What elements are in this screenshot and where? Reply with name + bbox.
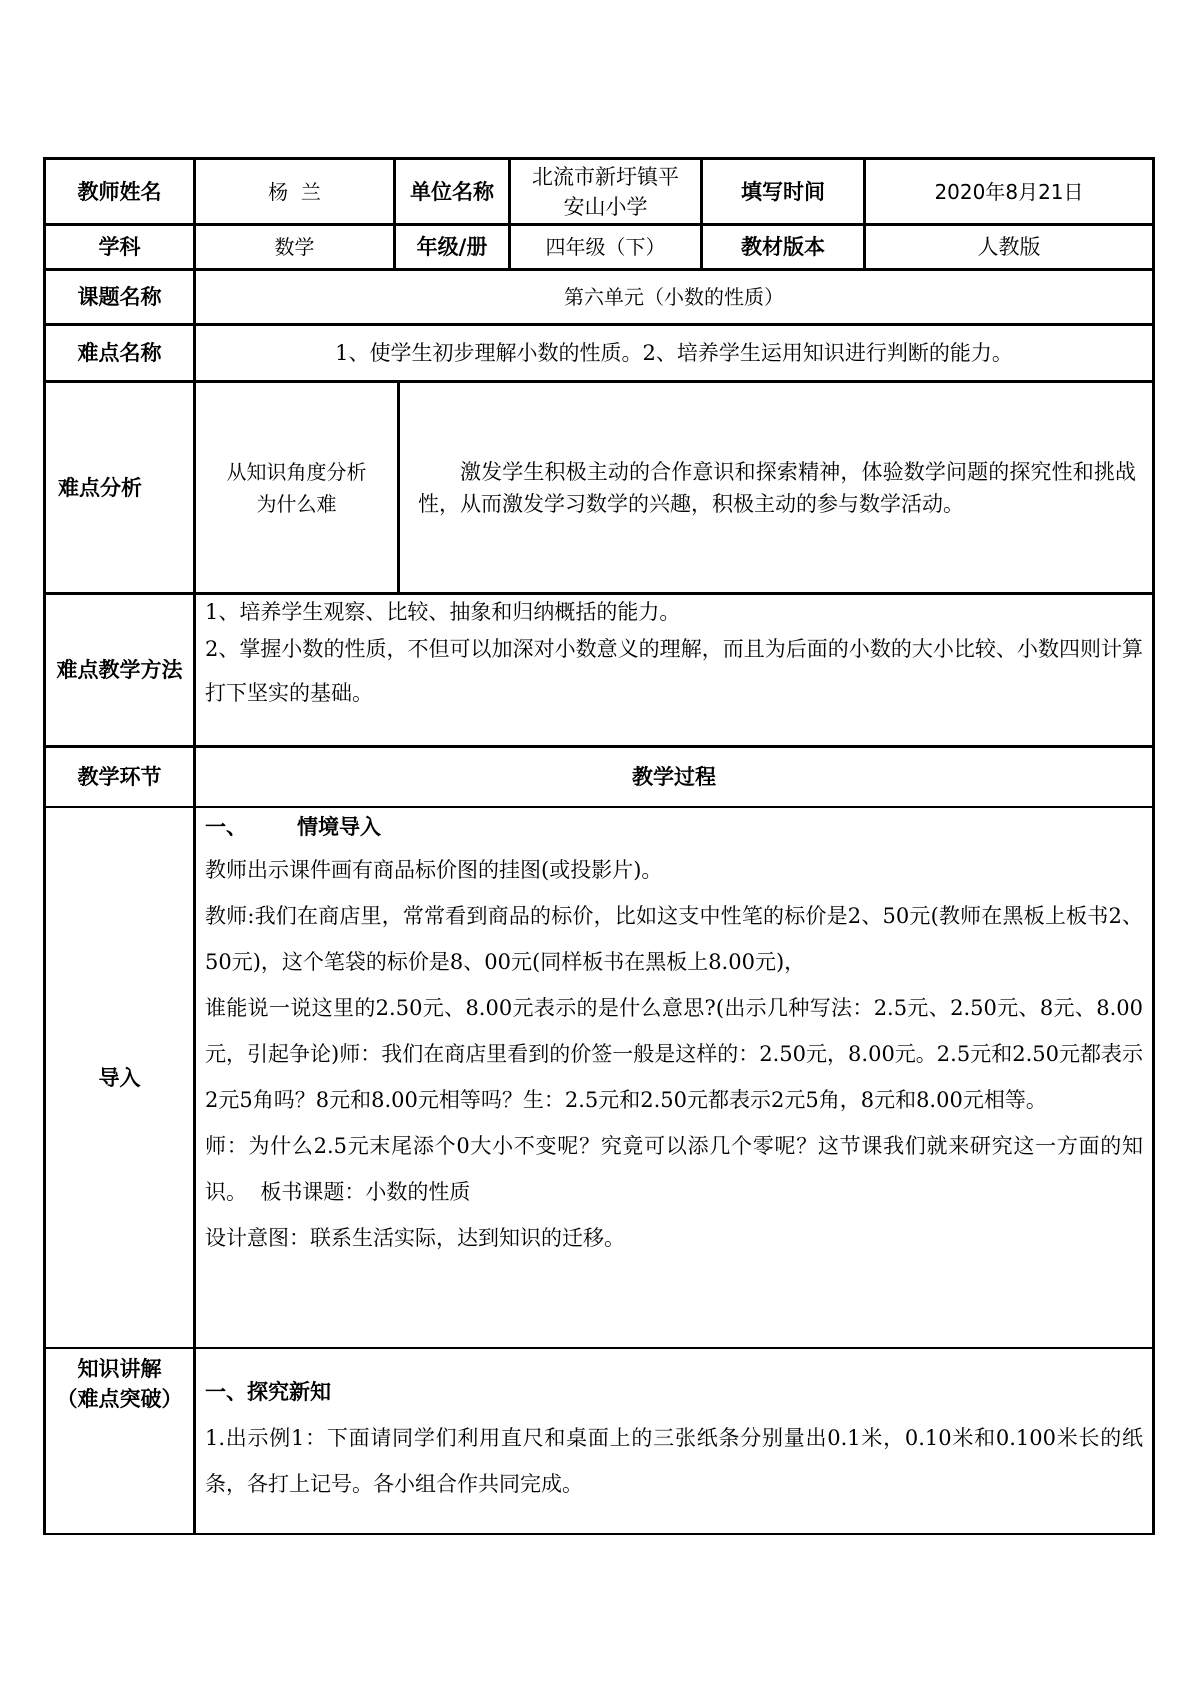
method-line-1: 1、培养学生观察、比较、抽象和归纳概括的能力。 — [205, 600, 681, 624]
intro-paragraph: 教师出示课件画有商品标价图的挂图(或投影片)。 — [205, 858, 663, 882]
table-border-right — [1152, 157, 1155, 1535]
edition-value: 人教版 — [977, 235, 1041, 259]
intro-heading — [205, 807, 1143, 847]
grade-value: 四年级（下） — [545, 235, 666, 259]
process-section-title: 教学过程 — [632, 765, 716, 789]
difficulty-value: 1、使学生初步理解小数的性质。2、培养学生运用知识进行判断的能力。 — [335, 341, 1013, 365]
knowledge-paragraph: 1.出示例1：下面请同学们利用直尺和桌面上的三张纸条分别量出0.1米，0.10米和0.100米长的纸条，各打上记号。各小组合作共同完成。 — [205, 1426, 1143, 1496]
process-section-label: 教学环节 — [77, 765, 162, 789]
unit-name-value: 北流市新圩镇平安山小学 — [532, 164, 679, 219]
method-line-2: 2、掌握小数的性质，不但可以加深对小数意义的理解，而且为后面的小数的大小比较、小数四则计算打下坚实的基础。 — [205, 637, 1143, 705]
analysis-label: 难点分析 — [58, 475, 142, 500]
table-border-bottom — [43, 1533, 1155, 1535]
method-content — [205, 597, 1143, 715]
knowledge-content — [205, 1369, 1143, 1507]
subject-label: 学科 — [98, 235, 141, 259]
topic-label: 课题名称 — [77, 285, 162, 309]
row-divider — [43, 1347, 1155, 1349]
teacher-name-value: 杨 兰 — [268, 179, 321, 204]
knowledge-heading: 一、探究新知 — [205, 1380, 331, 1404]
intro-paragraph: 教师:我们在商店里，常常看到商品的标价，比如这支中性笔的标价是2、50元(教师在黑板上板书2、50元)，这个笔袋的标价是8、00元(同样板书在黑板上8.00元)， — [205, 904, 1143, 974]
knowledge-label-line2: （难点突破） — [56, 1387, 183, 1411]
method-label: 难点教学方法 — [56, 658, 183, 682]
knowledge-label — [46, 1349, 193, 1419]
intro-label: 导入 — [98, 1065, 141, 1090]
intro-paragraph: 谁能说一说这里的2.50元、8.00元表示的是什么意思?(出示几种写法：2.5元、2.50元、8元、8.00元，引起争论)师：我们在商店里看到的价签一般是这样的：2.50元，8.00元。2.5元和2.50元都表示2元5角吗？8元和8.00元相等吗？生：2.5元和2.50元都表示2元5角，8元和8.00元相等。 — [205, 996, 1143, 1112]
intro-heading-text: 情境导入 — [297, 815, 381, 839]
fill-date-value: 2020年8月21日 — [934, 179, 1084, 204]
fill-date-label: 填写时间 — [741, 179, 825, 204]
grade-label: 年级/册 — [416, 235, 488, 259]
intro-content — [205, 807, 1143, 1261]
knowledge-label-line1: 知识讲解 — [77, 1357, 162, 1381]
intro-paragraph: 师：为什么2.5元末尾添个0大小不变呢？究竟可以添几个零呢？这节课我们就来研究这一方面的知识。 板书课题：小数的性质 — [205, 1134, 1143, 1204]
edition-label: 教材版本 — [741, 235, 825, 259]
difficulty-label: 难点名称 — [77, 341, 162, 365]
teacher-name-label: 教师姓名 — [77, 179, 162, 204]
intro-heading-number: 一、 — [205, 815, 247, 839]
intro-design-intent: 设计意图：联系生活实际，达到知识的迁移。 — [205, 1226, 625, 1250]
lesson-plan-table — [43, 157, 1155, 1535]
unit-name-label: 单位名称 — [410, 179, 494, 204]
row-divider — [43, 592, 1155, 595]
topic-value: 第六单元（小数的性质） — [564, 285, 784, 309]
analysis-sub-label: 从知识角度分析为什么难 — [226, 459, 367, 516]
analysis-text: 激发学生积极主动的合作意识和探索精神，体验数学问题的探究性和挑战性，从而激发学习数学的兴趣，积极主动的参与数学活动。 — [418, 459, 1136, 516]
subject-value: 数学 — [274, 235, 315, 259]
